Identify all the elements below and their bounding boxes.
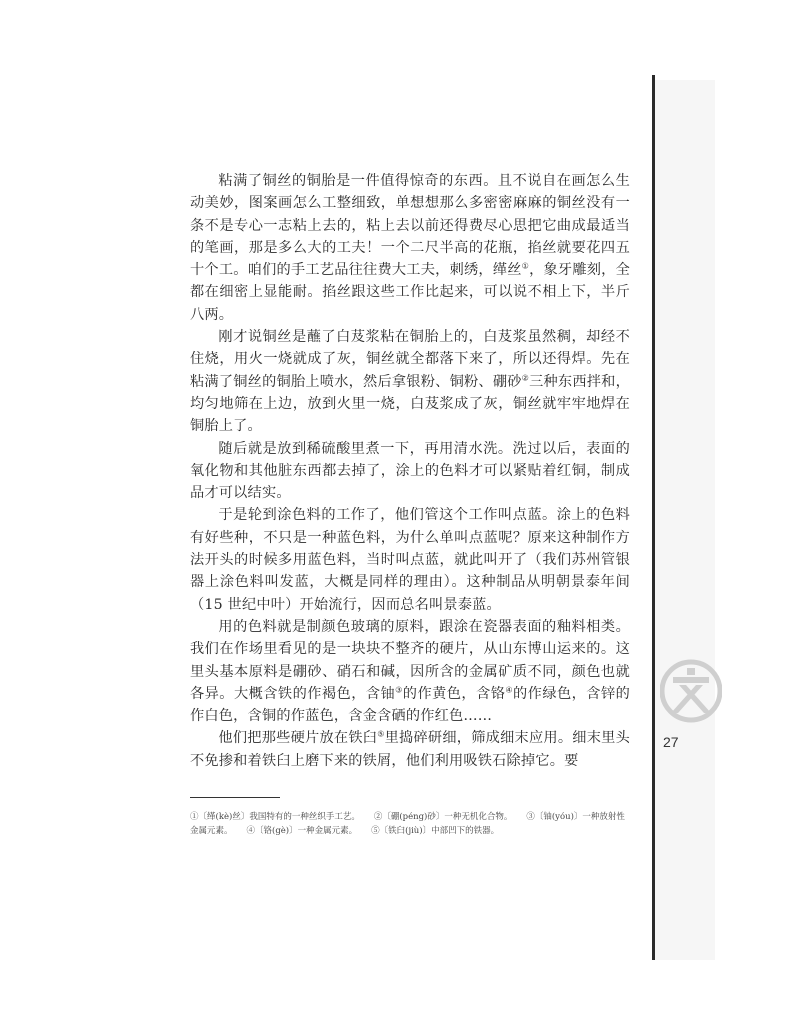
footnote-divider <box>190 797 280 798</box>
paragraph-text: 的作黄色，含铬 <box>402 685 506 702</box>
paragraph-text: 里捣碎研细，筛成细末应用。细末里头不免掺和着铁臼上磨下来的铁屑，他们利用吸铁石除掉它。要 <box>190 730 630 769</box>
paragraph-text: 随后就是放到稀硫酸里煮一下，再用清水洗。洗过以后，表面的氧化物和其他脏东西都去掉了，涂上的色料才可以紧贴着红铜，制成品才可以结实。 <box>190 440 630 502</box>
wen-character-emblem-icon <box>660 658 722 724</box>
paragraph-text: ，象牙雕刻，全都在细密上显能耐。掐丝跟这些工作比起来，可以说不相上下，半斤八两。 <box>190 262 630 323</box>
margin-rule <box>652 75 655 960</box>
paragraph <box>190 504 630 615</box>
paragraph <box>190 326 630 437</box>
paragraph <box>190 170 630 326</box>
paragraph-text: 于是轮到涂色料的工作了，他们管这个工作叫点蓝。涂上的色料有好些种，不只是一种蓝色料，为什么单叫点蓝呢？原来这种制作方法开头的时候多用蓝色料，当时叫点蓝，就此叫开了（我们苏州管银器上涂色料叫发蓝，大概是同样的理由）。这种制品从明朝景泰年间（15 世纪中叶）开始流行，因而总名叫景泰蓝。 <box>190 507 630 613</box>
paragraph-text: 粘满了铜丝的铜胎是一件值得惊奇的东西。且不说自在画怎么生动美妙，图案画怎么工整细致，单想想那么多密密麻麻的铜丝没有一条不是专心一志粘上去的，粘上去以前还得费尽心思把它曲成最适当的笔画，那是多么大的工夫！一个二尺半高的花瓶，掐丝就要花四五十个工。咱们的手工艺品往往费大工夫，刺绣，缂丝 <box>190 173 630 279</box>
footnote-marker: ② <box>521 372 530 382</box>
paragraph-text: 他们把那些硬片放在铁臼 <box>218 730 378 747</box>
paragraph <box>190 727 630 772</box>
footnote-item: ①〔缂(kè)丝〕我国特有的一种丝织手工艺。 <box>190 812 360 822</box>
paragraph-text: 用的色料就是制颜色玻璃的原料，跟涂在瓷器表面的釉料相类。我们在作场里看见的是一块块不整齐的硬片，从山东博山运来的。这里头基本原料是硼砂、硝石和碱，因所含的金属矿质不同，颜色也就各异。大概含铁的作褐色，含铀 <box>190 618 630 702</box>
footnote-marker: ③ <box>395 685 403 695</box>
paragraph-text: 刚才说铜丝是蘸了白芨浆粘在铜胎上的，白芨浆虽然稠，却经不住烧，用火一烧就成了灰，铜丝就全都落下来了，所以还得焊。先在粘满了铜丝的铜胎上喷水，然后拿银粉、铜粉、硼砂 <box>190 329 630 390</box>
footnotes <box>190 810 630 838</box>
footnote-item: ④〔铬(gè)〕一种金属元素。 <box>246 826 358 836</box>
body-text <box>190 170 630 772</box>
footnote-marker: ④ <box>505 685 514 695</box>
paragraph <box>190 438 630 505</box>
footnote-item: ⑤〔铁臼(jiù)〕中部凹下的铁器。 <box>371 826 500 836</box>
paragraph-text: 三种东西拌和，均匀地筛在上边，放到火里一烧，白芨浆成了灰，铜丝就牢牢地焊在铜胎上了。 <box>190 373 630 435</box>
paragraph-text: 的作绿色，含锌的作白色，含铜的作蓝色，含金含硒的作红色…… <box>190 685 630 725</box>
footnote-marker: ⑤ <box>377 729 385 739</box>
footnote-marker: ① <box>521 261 530 271</box>
page-number: 27 <box>663 734 679 750</box>
footnote-item: ③〔铀(yóu)〕一种放射性金属元素。 <box>190 812 625 836</box>
margin-shade <box>655 80 715 960</box>
paragraph <box>190 616 630 727</box>
footnote-item: ②〔硼(péng)砂〕一种无机化合物。 <box>373 812 513 822</box>
